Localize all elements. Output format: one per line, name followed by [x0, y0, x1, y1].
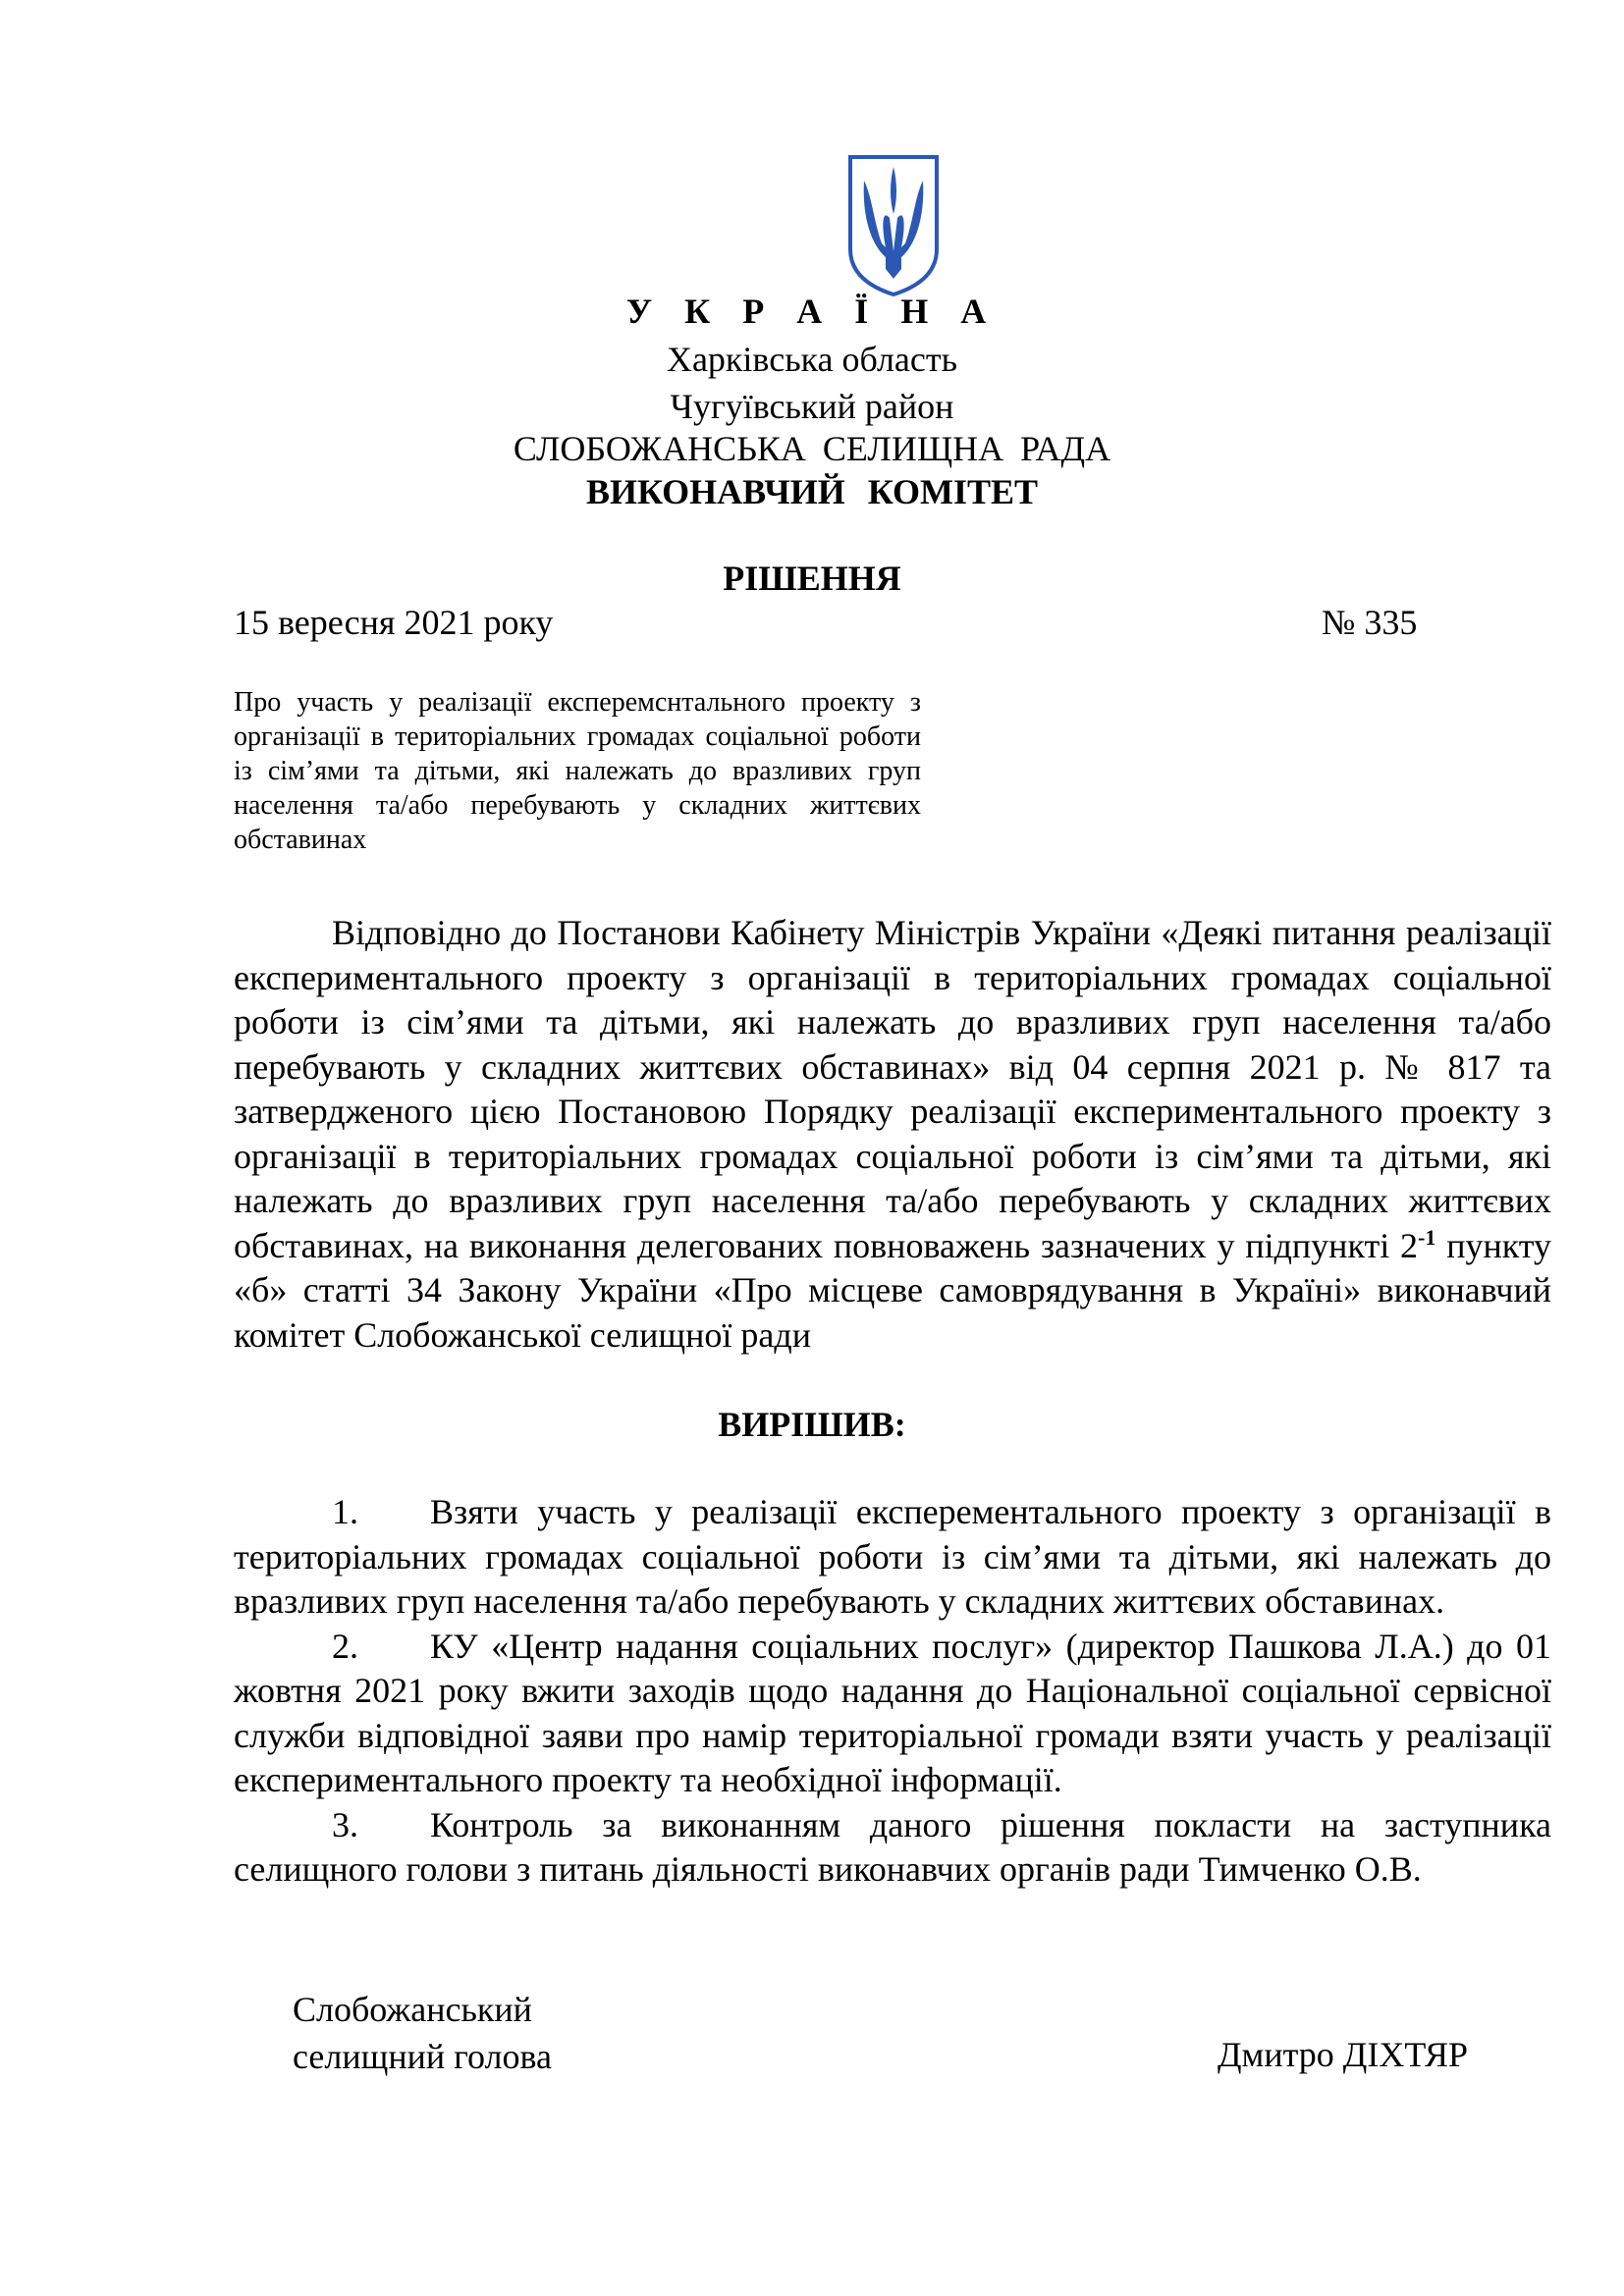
header-council: СЛОБОЖАНСЬКА СЕЛИЩНА РАДА: [513, 429, 1111, 468]
preamble-text-part1: Відповідно до Постанови Кабінету Міністрів України «Деякі питання реалізації експериментального проекту з організації в територіальних громадах соціальної роботи із сім’ями та дітьми, які належать до вразливих груп населення та/або перебувають у складних життєвих обставинах» від 04 серпня 2021 р. № 817 та затвердженого цією Постановою Порядку реалізації експериментального проекту з організації в територіальних громадах соціальної роботи із сім’ями та дітьми, які належать до вразливих груп населення та/або перебувають у складних життєвих обставинах, на виконання делегованих повноважень зазначених у підпункті 2: [234, 913, 1551, 1265]
document-date: 15 вересня 2021 року: [234, 603, 554, 642]
decision-item-2: [234, 1625, 1551, 1803]
item-text: Контроль за виконанням даного рішення покласти на заступника селищного голови з питань діяльності виконавчих органів ради Тимченко О.В.: [234, 1804, 1551, 1889]
signature-block: [234, 1893, 1551, 2076]
decision-item-1: [234, 1490, 1551, 1625]
signature-name: Дмитро ДІХТЯР: [1218, 2034, 1468, 2074]
coat-of-arms-icon: [846, 153, 941, 298]
item-number: 3.: [332, 1804, 358, 1844]
decision-items: [234, 1490, 1551, 2076]
signature-title-line2: селищний голова: [293, 2036, 553, 2076]
header-oblast: Харківська область: [666, 340, 958, 379]
item-text: КУ «Центр надання соціальних послуг» (директор Пашкова Л.А.) до 01 жовтня 2021 року вжити заходів щодо надання до Національної соціальної сервісної служби відповідної заяви про намір територіальної громади взяти участь у реалізації експериментального проекту та необхідної інформації.: [234, 1626, 1551, 1799]
decision-item-3: [234, 1803, 1551, 1893]
item-number: 1.: [332, 1492, 358, 1531]
preamble-paragraph: [234, 911, 1551, 1358]
document-number: № 335: [1322, 603, 1418, 642]
document-type: РІШЕННЯ: [723, 559, 901, 598]
item-text: Взяти участь у реалізації експерементального проекту з організації в територіальних громадах соціальної роботи із сім’ями та дітьми, які належать до вразливих груп населення та/або перебувають у складних життєвих обставинах.: [234, 1492, 1551, 1621]
preamble-text-part2: пункту «б» статті 34 Закону України «Про місцеве самоврядування в Україні» виконавчий комітет Слобожанської селищної ради: [234, 1225, 1551, 1355]
signature-title: [293, 1986, 552, 2080]
item-number: 2.: [332, 1626, 358, 1666]
document-subject: Про участь у реалізації експеремснтального проекту з організації в територіальних громадах соціальної роботи із сім’ями та дітьми, які належать до вразливих груп населення та/або перебувають у складних життєвих обставинах: [234, 687, 921, 855]
header-country: У К Р А Ї Н А: [625, 292, 999, 331]
signature-title-line1: Слобожанський: [293, 1989, 532, 2029]
header-raion: Чугуївський район: [670, 387, 954, 426]
resolved-heading: ВИРІШИВ:: [718, 1405, 906, 1444]
header-committee: ВИКОНАВЧИЙ КОМІТЕТ: [585, 472, 1039, 511]
preamble-superscript: -1: [1418, 1224, 1436, 1250]
